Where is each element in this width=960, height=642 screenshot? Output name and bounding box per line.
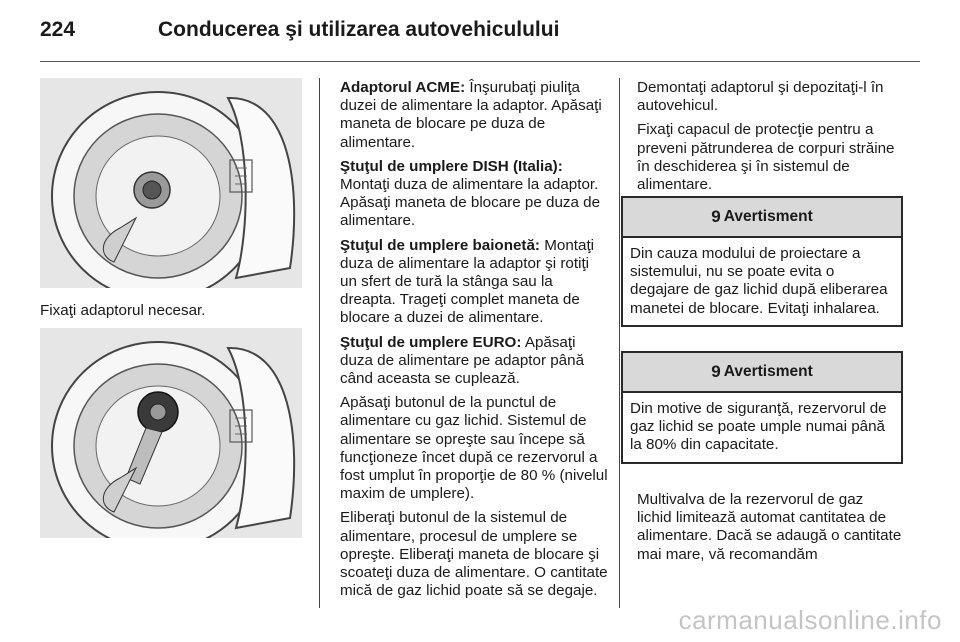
middle-column — [340, 79, 608, 606]
warning-icon: 9 — [711, 362, 721, 381]
column-divider — [619, 78, 620, 608]
warning-text: Din motive de siguranţă, rezervorul de gaz lichid se poate umple numai până la 80% din capacitate. — [630, 400, 887, 454]
warning-header — [623, 198, 901, 238]
page-title: Conducerea şi utilizarea autovehiculului — [158, 18, 560, 41]
warning-text: Din cauza modului de proiectare a sistemului, nu se poate evita o degajare de gaz lichid după eliberarea manetei de blocare. Evitaţi inhalarea. — [630, 245, 888, 317]
warning-box — [621, 351, 903, 464]
paragraph-release: Eliberaţi butonul de la sistemul de alimentare, procesul de umplere se opreşte. Eliberaţi maneta de blocare şi scoateţi duza de alimentare. O cantitate mică de gaz lichid poate să se degaje. — [340, 509, 608, 600]
paragraph-label: Ştuţul de umplere baionetă: — [340, 236, 540, 254]
page-header — [40, 14, 920, 50]
warning-title: Avertisment — [723, 363, 813, 380]
paragraph-label: Ştuţul de umplere DISH (Italia): — [340, 157, 563, 175]
right-column-top — [637, 79, 902, 200]
paragraph-protective-cap: Fixaţi capacul de protecţie pentru a preveni pătrunderea de corpuri străine în deschiderea şi în sistemul de alimentare. — [637, 121, 895, 194]
header-divider — [40, 61, 920, 62]
paragraph-euro — [340, 334, 608, 389]
paragraph-text: Montaţi duza de alimentare la adaptor. Apăsaţi maneta de blocare pe duza de alimentare. — [340, 176, 601, 230]
fuel-flap-drawing — [40, 78, 302, 288]
adaptor-drawing — [40, 328, 302, 538]
paragraph-label: Ştuţul de umplere EURO: — [340, 333, 522, 351]
paragraph-multivalve: Multivalva de la rezervorul de gaz lichid limitează automat cantitatea de alimentare. Dacă se adaugă o cantitate mai mare, vă recomandăm — [637, 491, 902, 563]
page-number: 224 — [40, 18, 76, 41]
warning-icon: 9 — [711, 207, 721, 226]
paragraph-remove-adaptor: Demontaţi adaptorul şi depozitaţi-l în autovehicul. — [637, 79, 884, 115]
warning-title: Avertisment — [723, 208, 813, 225]
figure-caption: Fixaţi adaptorul necesar. — [40, 302, 206, 319]
paragraph-text: Apăsaţi duza de alimentare pe adaptor până când aceasta se cuplează. — [340, 333, 585, 388]
paragraph-text: Înşurubaţi piuliţa duzei de alimentare la adaptor. Apăsaţi maneta de blocare pe duza de alimentare. — [340, 79, 602, 151]
right-column-bottom — [637, 491, 902, 570]
watermark: carmanualsonline.info — [678, 605, 942, 635]
paragraph-bayonet — [340, 237, 608, 328]
warning-box — [621, 196, 903, 327]
paragraph-acme — [340, 79, 608, 152]
fuel-flap-illustration — [40, 78, 302, 288]
paragraph-label: Adaptorul ACME: — [340, 79, 466, 96]
paragraph-button: Apăsaţi butonul de la punctul de alimentare cu gaz lichid. Sistemul de alimentare se opreşte sau începe să funcţioneze încet după ce rezervorul a fost umplut în proporţie de 80 % (nivelul maxim de umplere). — [340, 394, 608, 503]
warning-header — [623, 353, 901, 393]
paragraph-text: Montaţi duza de alimentare la adaptor şi rotiţi un sfert de tură la stânga sau la dreapta. Trageţi complet maneta de blocare a duzei de alimentare. — [340, 236, 595, 327]
adaptor-illustration — [40, 328, 302, 538]
paragraph-dish — [340, 158, 608, 231]
column-divider — [319, 78, 320, 608]
